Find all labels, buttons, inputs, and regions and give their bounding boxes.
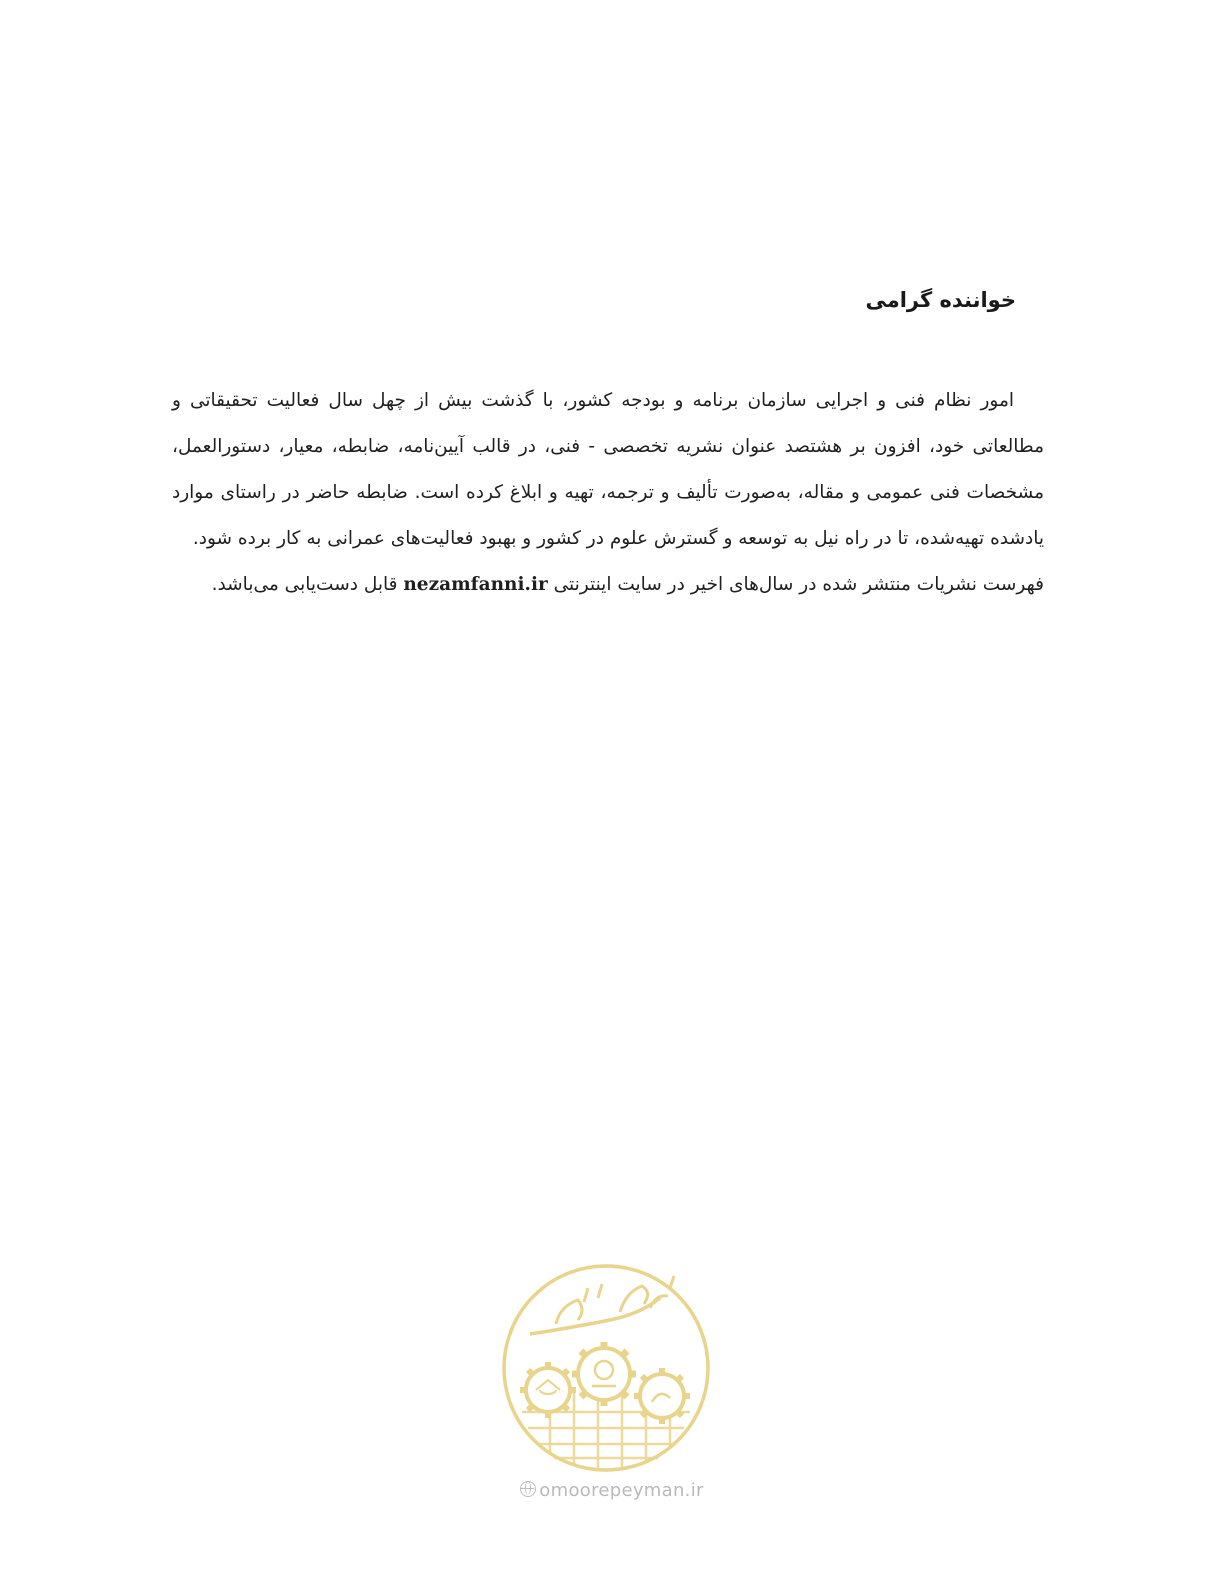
closing-paragraph: [172, 562, 1044, 608]
website-link[interactable]: nezamfanni.ir: [403, 574, 548, 595]
watermark-url: [0, 1480, 1224, 1501]
intro-paragraph: امور نظام فنی و اجرایی سازمان برنامه و بودجه کشور، با گذشت بیش از چهل سال فعالیت تحقیقاتی و مطالعاتی خود، افزون بر هشتصد عنوان نشریه تخصصی - فنی، در قالب آیین‌نامه، ضابطه، معیار، دستورالعمل، مشخصات فنی عمومی و مقاله، به‌صورت تألیف و ترجمه، تهیه و ابلاغ کرده است. ضابطه حاضر در راستای موارد یادشده تهیه‌شده، تا در راه نیل به توسعه و گسترش علوم در کشور و بهبود فعالیت‌های عمرانی به کار برده شود.: [172, 390, 1044, 549]
globe-icon: [520, 1481, 536, 1497]
watermark-url-text: omoorepeyman.ir: [539, 1480, 704, 1501]
page-heading: خواننده گرامی: [865, 288, 1016, 312]
publisher-logo: [500, 1262, 712, 1474]
body-text: [172, 378, 1044, 608]
gear-scale-seal-logo: [500, 1262, 712, 1474]
closing-text-before: فهرست نشریات منتشر شده در سال‌های اخیر در سایت اینترنتی: [553, 574, 1044, 595]
closing-text-after: قابل دست‌یابی می‌باشد.: [211, 574, 398, 595]
